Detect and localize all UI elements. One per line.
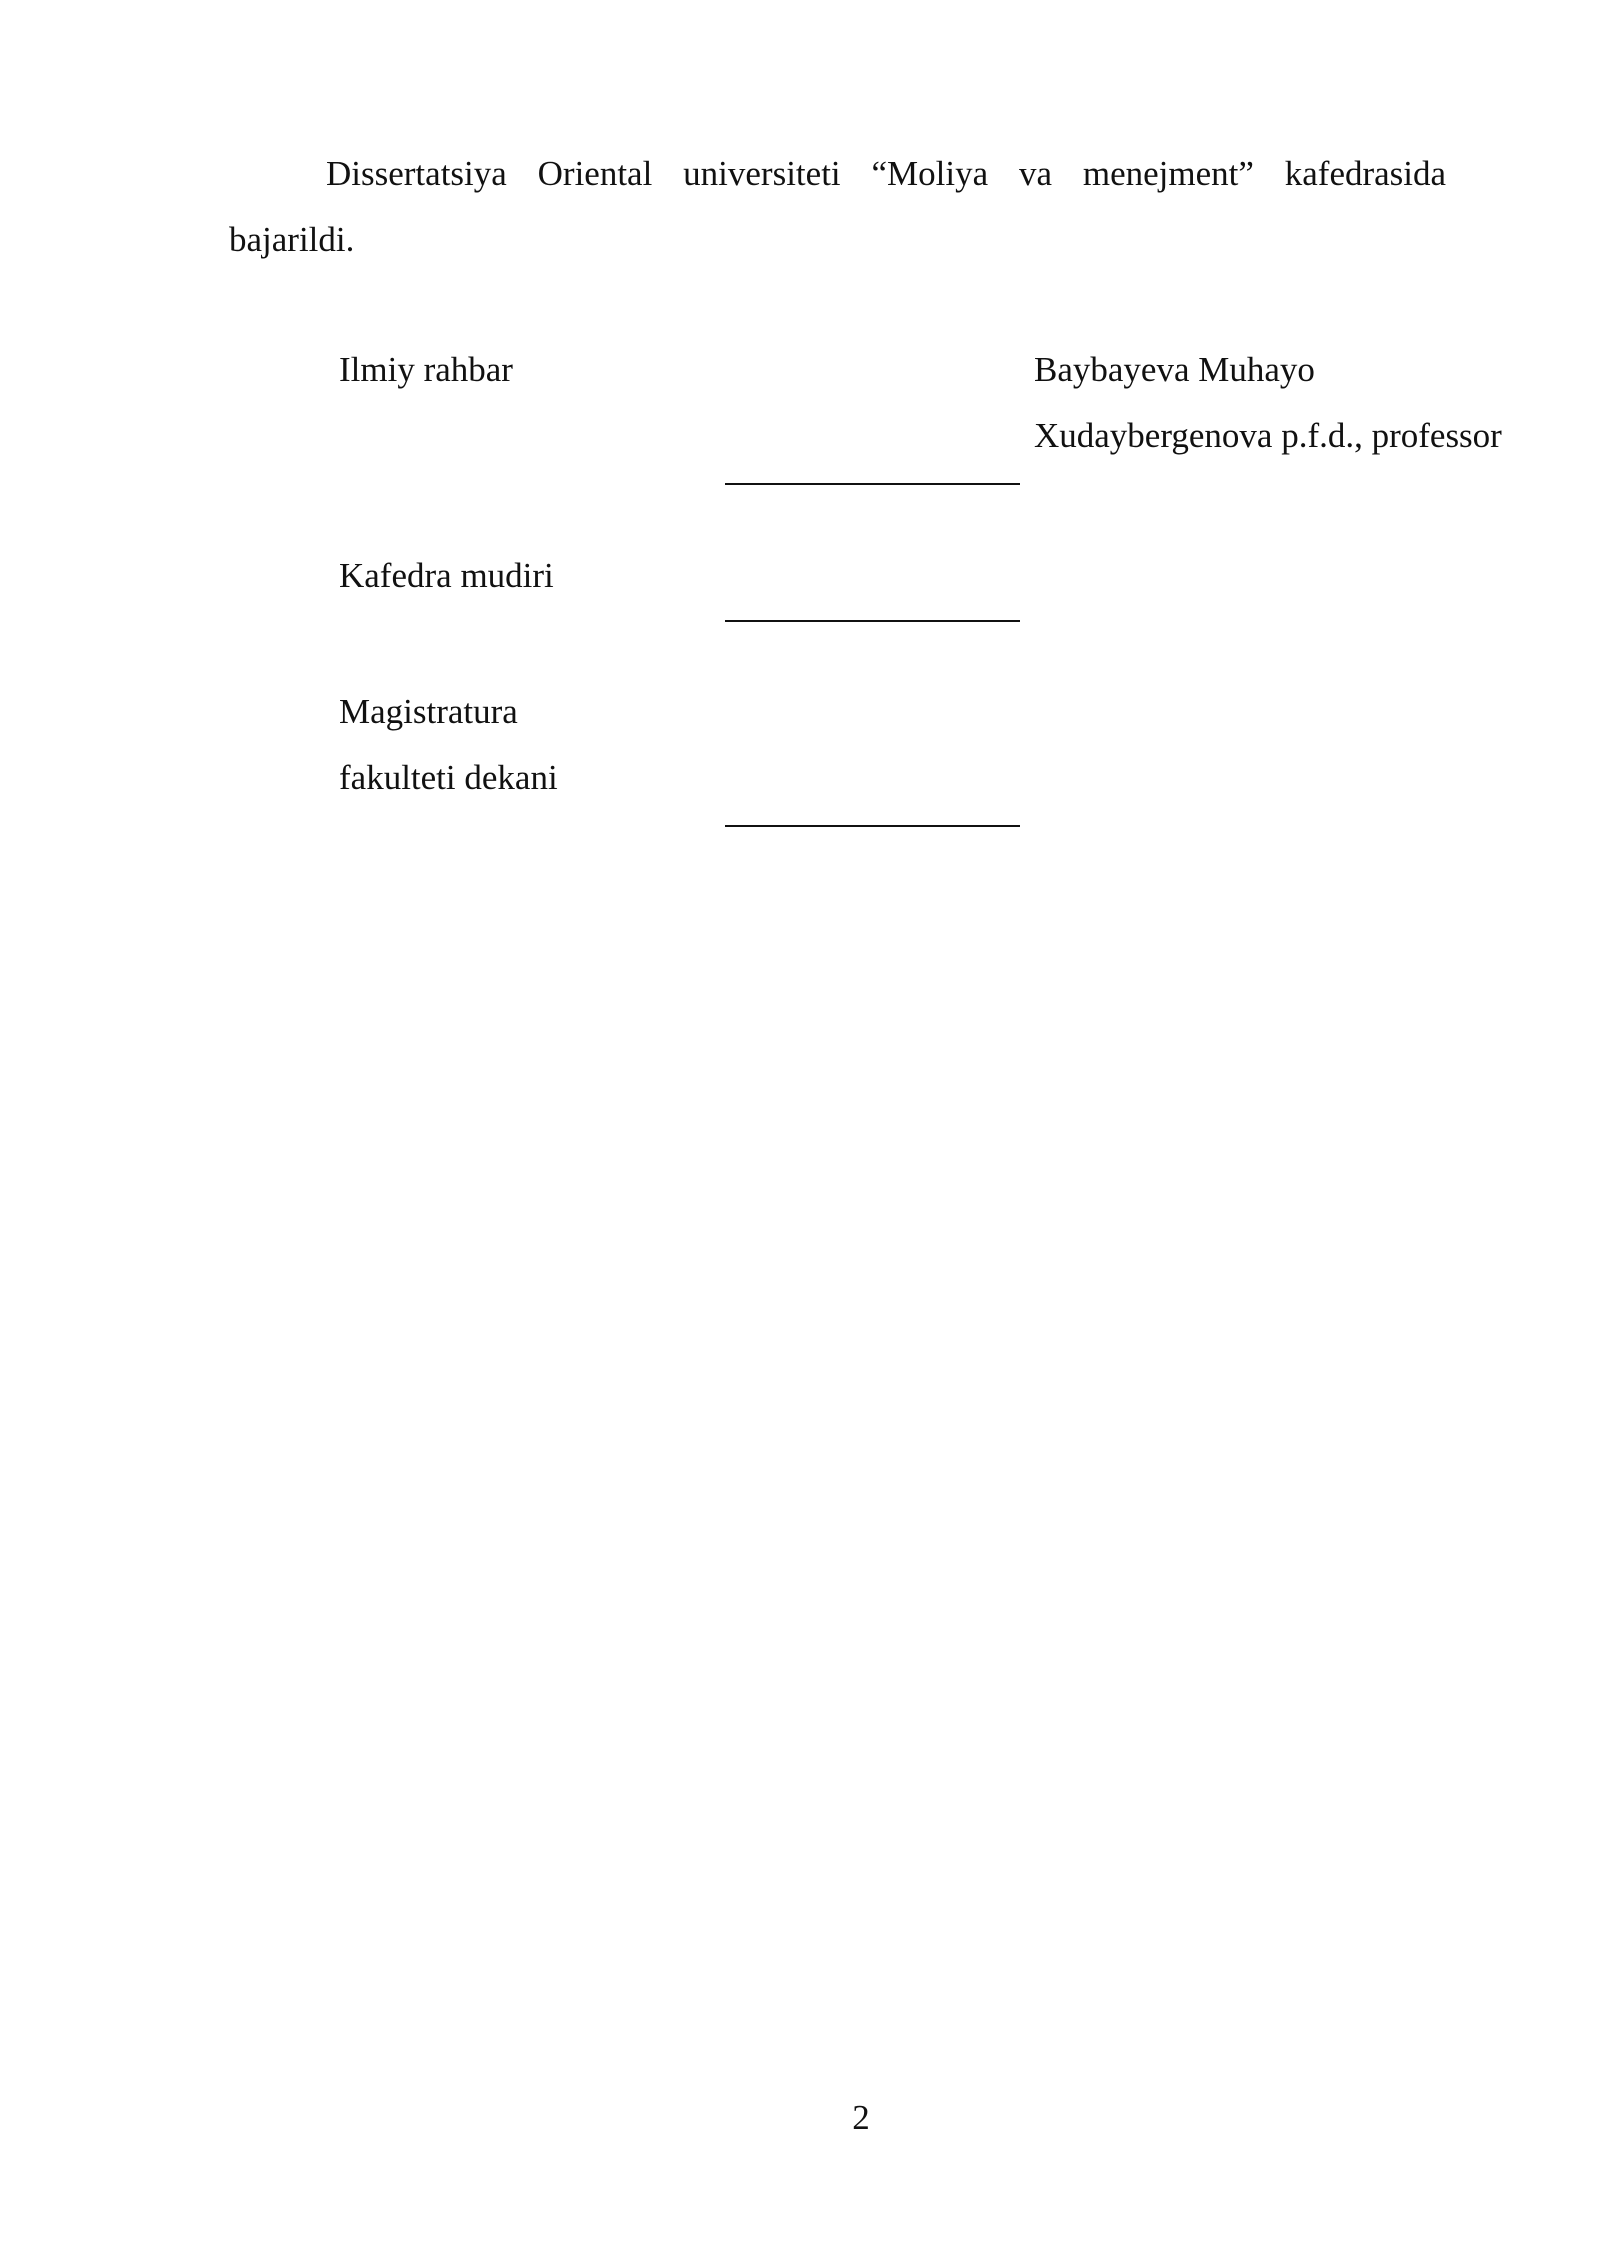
intro-paragraph-line-1 — [326, 156, 1446, 191]
intro-word: Dissertatsiya — [326, 154, 507, 193]
head-of-department-signature-line — [725, 620, 1020, 622]
page-number: 2 — [852, 2098, 870, 2137]
dean-role-label-line-2: fakulteti dekani — [339, 758, 558, 797]
intro-word: menejment” — [1082, 154, 1254, 193]
intro-paragraph-line-2: bajarildi. — [229, 220, 355, 259]
advisor-name-line-2: Xudaybergenova p.f.d., professor — [1034, 416, 1502, 455]
dean-signature-line — [725, 825, 1020, 827]
dean-role-label-line-1: Magistratura — [339, 692, 518, 731]
intro-word: universiteti — [683, 154, 841, 193]
advisor-role-label: Ilmiy rahbar — [339, 350, 513, 389]
advisor-name-line-1: Baybayeva Muhayo — [1034, 350, 1315, 389]
intro-word: kafedrasida — [1284, 154, 1447, 193]
head-of-department-role-label: Kafedra mudiri — [339, 556, 554, 595]
advisor-signature-line — [725, 483, 1020, 485]
intro-word: “Moliya — [871, 154, 989, 193]
intro-word: Oriental — [537, 154, 653, 193]
intro-word: va — [1018, 154, 1053, 193]
